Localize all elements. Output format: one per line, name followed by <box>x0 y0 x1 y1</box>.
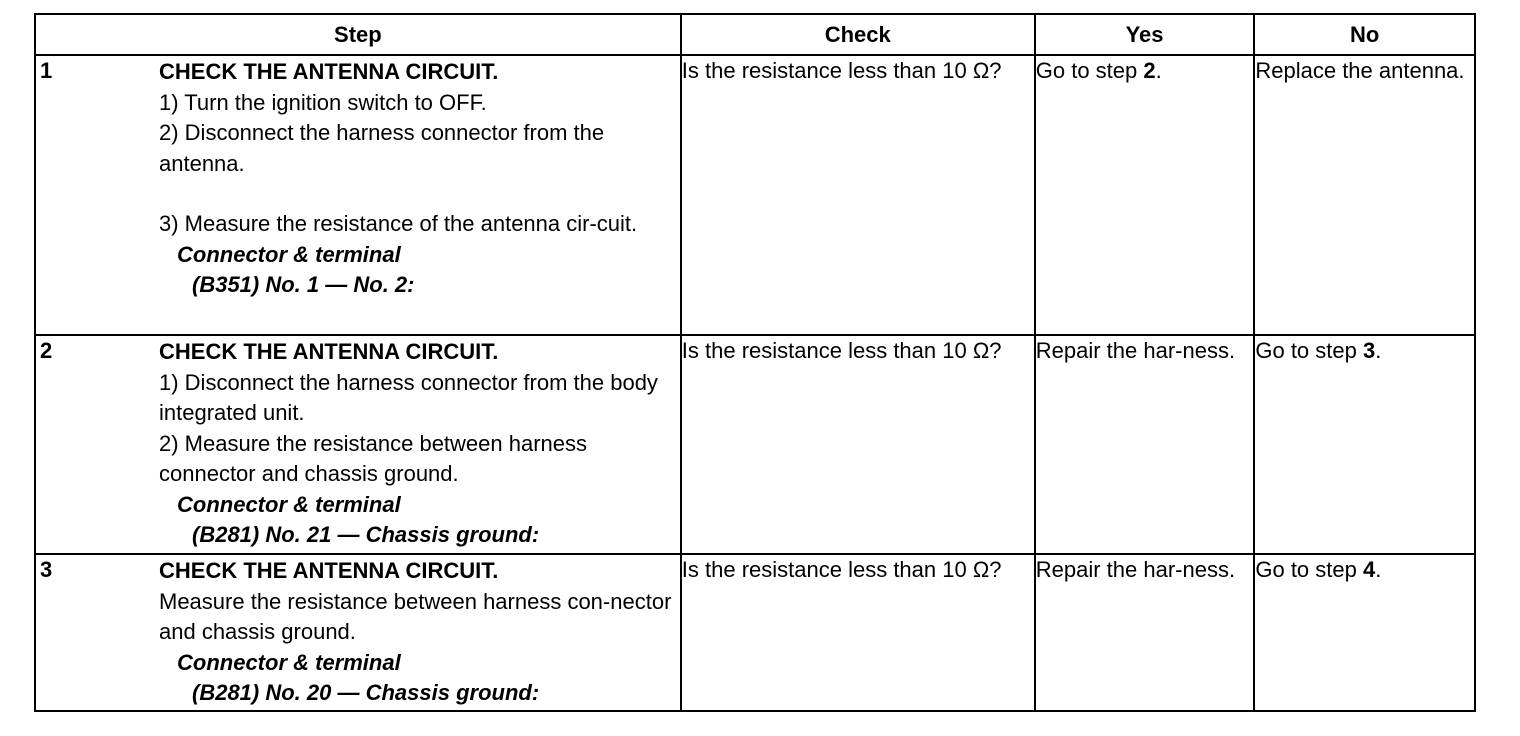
step-cell <box>35 55 681 335</box>
diagnostic-table <box>34 13 1476 712</box>
step-instruction: Measure the resistance between harness con-nector and chassis ground. <box>159 588 672 644</box>
step-cell <box>35 335 681 554</box>
header-step: Step <box>35 14 681 55</box>
check-cell: Is the resistance less than 10 Ω? <box>681 55 1035 335</box>
no-suffix: . <box>1375 557 1382 582</box>
yes-suffix: . <box>1155 58 1162 83</box>
table-row <box>35 335 1475 554</box>
no-suffix: . <box>1375 338 1382 363</box>
connector-label: Connector & terminal <box>177 491 401 517</box>
connector-value: (B281) No. 21 — Chassis ground: <box>192 522 540 547</box>
connector-label: Connector & terminal <box>177 649 401 675</box>
step-instruction: 1) Disconnect the harness connector from the body integrated unit. <box>159 369 658 425</box>
step-number: 3 <box>40 557 53 582</box>
yes-cell <box>1035 55 1255 335</box>
table-row <box>35 55 1475 335</box>
connector-value: (B281) No. 20 — Chassis ground: <box>192 680 540 705</box>
step-instruction: 2) Disconnect the harness connector from the antenna. <box>159 120 605 176</box>
step-cell <box>35 554 681 711</box>
table-row <box>35 554 1475 711</box>
connector-value: (B351) No. 1 — No. 2: <box>192 272 415 297</box>
yes-cell: Repair the har-ness. <box>1035 335 1255 554</box>
header-row <box>35 14 1475 55</box>
step-title: CHECK THE ANTENNA CIRCUIT. <box>159 339 499 364</box>
step-title: CHECK THE ANTENNA CIRCUIT. <box>159 558 499 583</box>
no-text: Go to step <box>1255 557 1363 582</box>
check-cell: Is the resistance less than 10 Ω? <box>681 554 1035 711</box>
step-instruction: 3) Measure the resistance of the antenna cir-cuit. <box>159 211 638 236</box>
connector-label: Connector & terminal <box>177 241 401 267</box>
no-step-ref[interactable]: 4 <box>1362 557 1376 582</box>
step-instruction: 1) Turn the ignition switch to OFF. <box>159 89 487 115</box>
no-text: Go to step <box>1255 338 1363 363</box>
yes-step-ref[interactable]: 2 <box>1143 58 1156 83</box>
step-number: 1 <box>40 58 53 83</box>
header-check: Check <box>681 14 1035 55</box>
yes-text: Go to step <box>1035 58 1144 83</box>
no-cell <box>1254 554 1475 711</box>
header-yes: Yes <box>1035 14 1255 55</box>
step-instruction: 2) Measure the resistance between harness connector and chassis ground. <box>159 430 588 486</box>
check-cell: Is the resistance less than 10 Ω? <box>681 335 1035 554</box>
yes-cell: Repair the har-ness. <box>1035 554 1255 711</box>
header-no: No <box>1254 14 1475 55</box>
no-step-ref[interactable]: 3 <box>1362 338 1376 363</box>
no-cell: Replace the antenna. <box>1254 55 1475 335</box>
no-cell <box>1254 335 1475 554</box>
step-title: CHECK THE ANTENNA CIRCUIT. <box>159 59 499 84</box>
step-number: 2 <box>40 338 53 363</box>
